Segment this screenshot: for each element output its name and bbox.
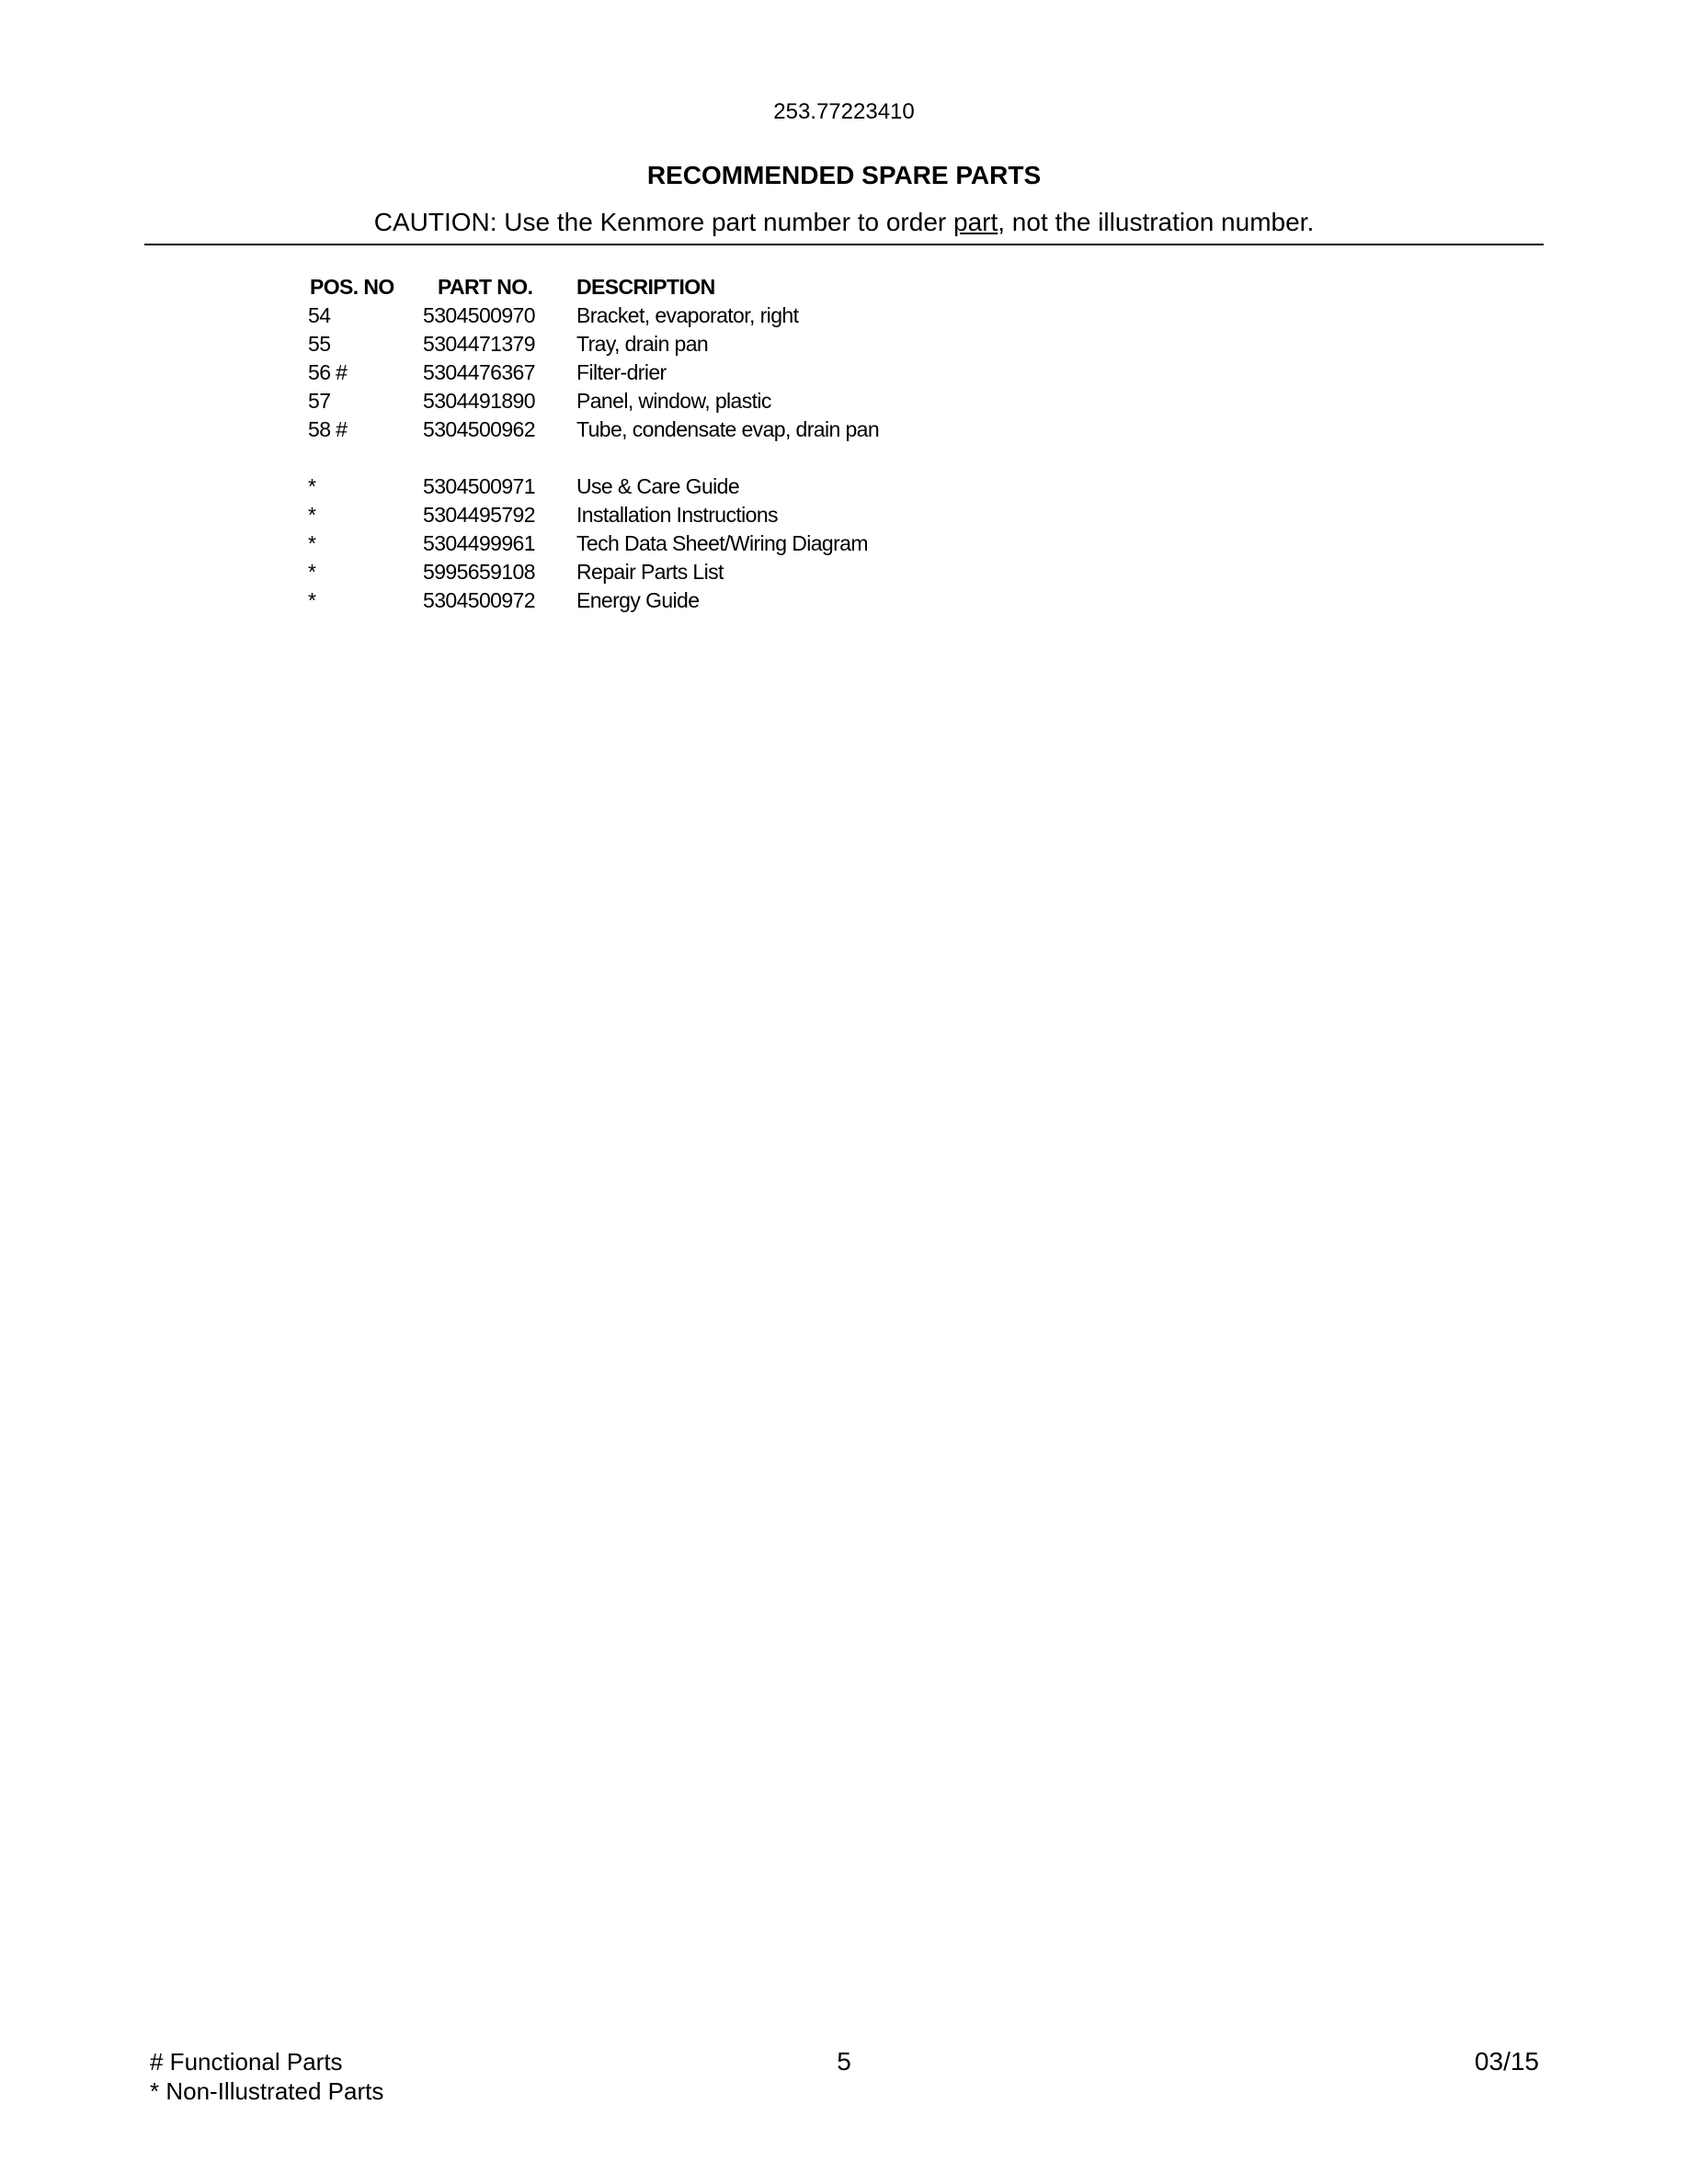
pos-cell: 56 #	[308, 360, 348, 384]
column-header-part: PART NO.	[438, 275, 533, 299]
caution-note	[0, 208, 1688, 237]
part-number-cell: 5304499961	[423, 531, 535, 555]
table-row	[0, 472, 919, 501]
table-row	[0, 501, 919, 529]
description-cell: Panel, window, plastic	[576, 389, 771, 413]
part-number-cell: 5304500962	[423, 417, 535, 441]
table-row	[0, 586, 919, 615]
description-cell: Tray, drain pan	[576, 332, 709, 356]
header-divider	[144, 244, 1544, 245]
part-number-cell: 5304500971	[423, 474, 535, 498]
pos-cell: *	[308, 588, 316, 612]
pos-cell: 55	[308, 332, 331, 356]
pos-cell: 54	[308, 303, 331, 327]
table-row	[0, 387, 919, 415]
pos-cell: *	[308, 531, 316, 555]
caution-underlined-word: part	[953, 208, 998, 236]
page-number: 5	[837, 2047, 851, 2076]
part-number-cell: 5304500972	[423, 588, 535, 612]
caution-text-end: , not the illustration number.	[998, 208, 1315, 236]
description-cell: Bracket, evaporator, right	[576, 303, 799, 327]
parts-table	[0, 273, 919, 615]
legend-non-illustrated-parts: * Non-Illustrated Parts	[150, 2077, 384, 2105]
pos-cell: *	[308, 560, 316, 584]
table-row	[0, 330, 919, 358]
model-number: 253.77223410	[773, 99, 915, 124]
part-number-cell: 5995659108	[423, 560, 535, 584]
part-number-cell: 5304476367	[423, 360, 535, 384]
table-row	[0, 358, 919, 387]
description-cell: Installation Instructions	[576, 503, 778, 527]
description-cell: Tech Data Sheet/Wiring Diagram	[576, 531, 868, 555]
legend-functional-parts: # Functional Parts	[150, 2048, 343, 2076]
table-row	[0, 558, 919, 586]
page-title: RECOMMENDED SPARE PARTS	[646, 161, 1042, 189]
part-number-cell: 5304500970	[423, 303, 535, 327]
description-cell: Use & Care Guide	[576, 474, 740, 498]
pos-cell: *	[308, 474, 316, 498]
part-number-cell: 5304471379	[423, 332, 535, 356]
table-spacer	[0, 444, 919, 472]
footer-date: 03/15	[1474, 2047, 1539, 2076]
pos-cell: *	[308, 503, 316, 527]
description-cell: Filter-drier	[576, 360, 667, 384]
table-row	[0, 301, 919, 330]
part-number-cell: 5304495792	[423, 503, 535, 527]
table-row	[0, 415, 919, 444]
table-row	[0, 529, 919, 558]
description-cell: Tube, condensate evap, drain pan	[576, 417, 880, 441]
pos-cell: 58 #	[308, 417, 348, 441]
caution-text-start: CAUTION: Use the Kenmore part number to order	[373, 208, 953, 236]
description-cell: Repair Parts List	[576, 560, 724, 584]
description-cell: Energy Guide	[576, 588, 700, 612]
column-header-description: DESCRIPTION	[576, 275, 715, 299]
table-header-row	[0, 273, 919, 301]
pos-cell: 57	[308, 389, 331, 413]
part-number-cell: 5304491890	[423, 389, 535, 413]
column-header-pos: POS. NO	[310, 275, 394, 299]
